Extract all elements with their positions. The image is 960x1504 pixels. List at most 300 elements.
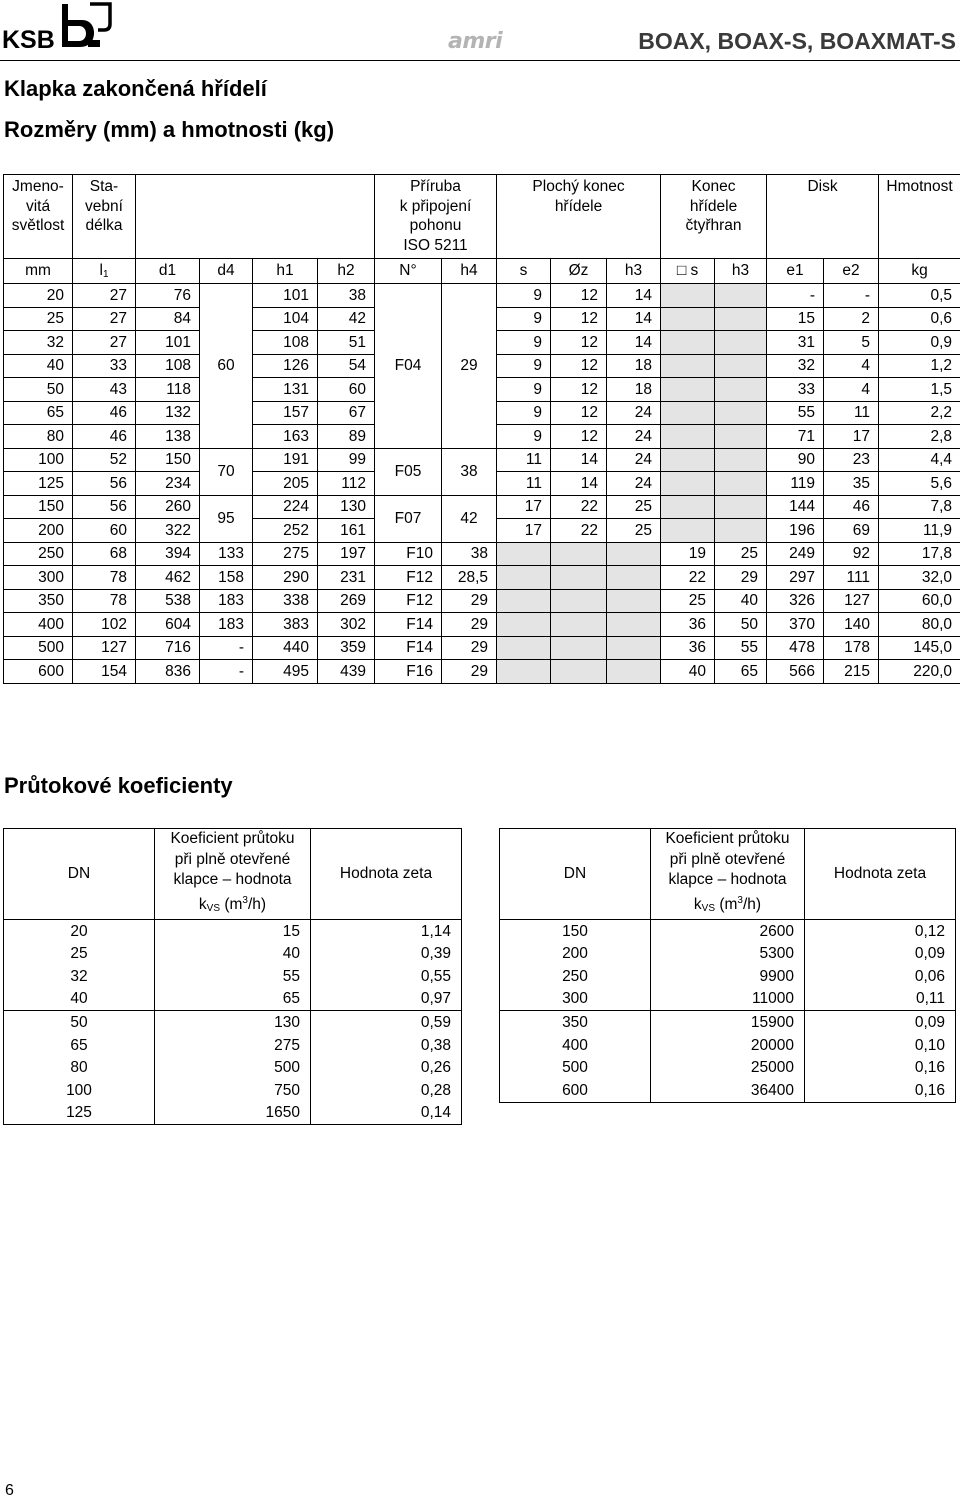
unit-e1: e1 bbox=[767, 259, 824, 284]
table-cell bbox=[497, 613, 551, 637]
table-cell bbox=[607, 636, 661, 660]
svg-text:KSB: KSB bbox=[2, 26, 55, 52]
table-cell bbox=[551, 613, 607, 637]
flow-kvs: 1650 bbox=[155, 1102, 311, 1125]
flow-dn: 300 bbox=[500, 988, 651, 1011]
table-cell: 163 bbox=[253, 425, 318, 449]
table-cell: 69 bbox=[824, 519, 879, 543]
table-cell: 36 bbox=[661, 613, 715, 637]
unit-h3: h3 bbox=[607, 259, 661, 284]
table-cell: 60 bbox=[318, 378, 375, 402]
unit-h3-square: h3 bbox=[715, 259, 767, 284]
dimensions-table bbox=[3, 174, 960, 684]
flow-dn: 125 bbox=[4, 1102, 155, 1125]
flow-header-zeta: Hodnota zeta bbox=[311, 829, 462, 920]
table-cell: 11,9 bbox=[879, 519, 960, 543]
table-cell: 17,8 bbox=[879, 542, 960, 566]
table-cell: 600 bbox=[4, 660, 73, 684]
table-cell bbox=[715, 495, 767, 519]
table-cell: 500 bbox=[4, 636, 73, 660]
table-cell: 60 bbox=[73, 519, 136, 543]
table-cell bbox=[497, 566, 551, 590]
flow-kvs: 9900 bbox=[651, 965, 805, 988]
table-cell bbox=[661, 425, 715, 449]
table-cell: 127 bbox=[73, 636, 136, 660]
table-cell bbox=[715, 307, 767, 331]
unit-d4: d4 bbox=[200, 259, 253, 284]
table-cell: 178 bbox=[824, 636, 879, 660]
flow-kvs: 500 bbox=[155, 1057, 311, 1080]
table-cell: 145,0 bbox=[879, 636, 960, 660]
table-cell: 4 bbox=[824, 354, 879, 378]
table-cell: 46 bbox=[73, 425, 136, 449]
flow-kvs: 750 bbox=[155, 1079, 311, 1102]
amri-logo: amri bbox=[448, 29, 503, 54]
table-cell: 154 bbox=[73, 660, 136, 684]
header-disk: Disk bbox=[767, 175, 879, 259]
flow-row bbox=[4, 1057, 462, 1080]
table-cell: F14 bbox=[375, 636, 442, 660]
table-cell: 224 bbox=[253, 495, 318, 519]
flow-dn: 65 bbox=[4, 1034, 155, 1057]
table-cell: 55 bbox=[715, 636, 767, 660]
flow-dn: 20 bbox=[4, 920, 155, 943]
square-icon: □ bbox=[676, 262, 687, 280]
flow-dn: 80 bbox=[4, 1057, 155, 1080]
table-cell: 29 bbox=[715, 566, 767, 590]
table-cell: 32 bbox=[4, 331, 73, 355]
table-cell bbox=[661, 331, 715, 355]
table-cell: 42 bbox=[442, 495, 497, 542]
table-cell: 9 bbox=[497, 284, 551, 308]
flow-dn: 250 bbox=[500, 965, 651, 988]
table-cell: 150 bbox=[136, 448, 200, 472]
flow-header-zeta: Hodnota zeta bbox=[805, 829, 956, 920]
table-cell: 29 bbox=[442, 636, 497, 660]
table-cell: 38 bbox=[442, 448, 497, 495]
table-cell: - bbox=[767, 284, 824, 308]
table-cell: 90 bbox=[767, 448, 824, 472]
table-cell: 84 bbox=[136, 307, 200, 331]
table-cell: 290 bbox=[253, 566, 318, 590]
table-cell: 78 bbox=[73, 589, 136, 613]
flow-zeta: 0,97 bbox=[311, 988, 462, 1011]
table-cell: 99 bbox=[318, 448, 375, 472]
flow-kvs: 5300 bbox=[651, 943, 805, 966]
table-cell: 31 bbox=[767, 331, 824, 355]
flow-dn: 32 bbox=[4, 965, 155, 988]
table-cell: 275 bbox=[253, 542, 318, 566]
table-cell: 32,0 bbox=[879, 566, 960, 590]
table-cell: 25 bbox=[4, 307, 73, 331]
table-cell: 15 bbox=[767, 307, 824, 331]
table-cell: 33 bbox=[767, 378, 824, 402]
table-cell: 29 bbox=[442, 613, 497, 637]
flow-kvs: 15 bbox=[155, 920, 311, 943]
table-cell: 191 bbox=[253, 448, 318, 472]
table-cell bbox=[661, 472, 715, 496]
flow-header-kv: Koeficient průtoku při plně otevřené klapce – hodnota $k_{VS}$ $(m^3/h)$ bbox=[155, 829, 311, 920]
table-cell: 322 bbox=[136, 519, 200, 543]
flow-zeta: 0,11 bbox=[805, 988, 956, 1011]
flow-zeta: 0,16 bbox=[805, 1079, 956, 1102]
table-row bbox=[4, 589, 960, 613]
table-cell: 370 bbox=[767, 613, 824, 637]
table-cell: 7,8 bbox=[879, 495, 960, 519]
table-cell: 19 bbox=[661, 542, 715, 566]
unit-s: s bbox=[497, 259, 551, 284]
table-cell: 250 bbox=[4, 542, 73, 566]
flow-row bbox=[500, 1057, 956, 1080]
table-row bbox=[4, 636, 960, 660]
table-cell: 108 bbox=[136, 354, 200, 378]
table-cell: 9 bbox=[497, 378, 551, 402]
table-cell: 22 bbox=[551, 495, 607, 519]
flow-body-left bbox=[4, 920, 462, 1125]
flow-dn: 50 bbox=[4, 1011, 155, 1034]
unit-e2: e2 bbox=[824, 259, 879, 284]
table-cell: 42 bbox=[318, 307, 375, 331]
table-cell: 133 bbox=[200, 542, 253, 566]
table-cell: 25 bbox=[607, 495, 661, 519]
table-cell: 70 bbox=[200, 448, 253, 495]
table-cell bbox=[607, 660, 661, 684]
table-cell bbox=[661, 307, 715, 331]
table-cell bbox=[715, 425, 767, 449]
table-cell: 38 bbox=[318, 284, 375, 308]
table-cell: 138 bbox=[136, 425, 200, 449]
table-cell bbox=[661, 401, 715, 425]
table-cell: F10 bbox=[375, 542, 442, 566]
table-cell: 38 bbox=[442, 542, 497, 566]
table-cell bbox=[661, 495, 715, 519]
table-cell: 55 bbox=[767, 401, 824, 425]
table-cell: 108 bbox=[253, 331, 318, 355]
flow-header-dn: DN bbox=[4, 829, 155, 920]
table-cell: 92 bbox=[824, 542, 879, 566]
flow-row bbox=[4, 1011, 462, 1034]
table-cell: 28,5 bbox=[442, 566, 497, 590]
table-cell: 111 bbox=[824, 566, 879, 590]
flow-header-dn: DN bbox=[500, 829, 651, 920]
table-cell: 27 bbox=[73, 331, 136, 355]
flow-dn: 150 bbox=[500, 920, 651, 943]
table-cell bbox=[551, 636, 607, 660]
table-cell: 158 bbox=[200, 566, 253, 590]
flow-header-kv: Koeficient průtoku při plně otevřené klapce – hodnota $k_{VS}$ $(m^3/h)$ bbox=[651, 829, 805, 920]
unit-n: N° bbox=[375, 259, 442, 284]
table-cell: 17 bbox=[497, 495, 551, 519]
flow-row bbox=[500, 920, 956, 943]
flow-kvs: 55 bbox=[155, 965, 311, 988]
table-cell: 197 bbox=[318, 542, 375, 566]
flow-kvs: 275 bbox=[155, 1034, 311, 1057]
table-cell: 131 bbox=[253, 378, 318, 402]
table-cell bbox=[715, 448, 767, 472]
table-cell: 350 bbox=[4, 589, 73, 613]
flow-row bbox=[4, 1102, 462, 1125]
table-cell: 12 bbox=[551, 307, 607, 331]
flow-zeta: 1,14 bbox=[311, 920, 462, 943]
table-cell: 0,5 bbox=[879, 284, 960, 308]
table-cell: 2 bbox=[824, 307, 879, 331]
table-cell: F14 bbox=[375, 613, 442, 637]
table-cell: 24 bbox=[607, 425, 661, 449]
table-cell bbox=[497, 636, 551, 660]
table-cell: 32 bbox=[767, 354, 824, 378]
flow-zeta: 0,06 bbox=[805, 965, 956, 988]
table-cell bbox=[715, 401, 767, 425]
table-cell: 43 bbox=[73, 378, 136, 402]
table-cell: 80,0 bbox=[879, 613, 960, 637]
flow-header-left bbox=[4, 829, 462, 920]
flow-row bbox=[500, 1011, 956, 1034]
table-cell: 566 bbox=[767, 660, 824, 684]
table-cell: 144 bbox=[767, 495, 824, 519]
flow-kvs: 15900 bbox=[651, 1011, 805, 1034]
table-row bbox=[4, 448, 960, 472]
table-cell: 33 bbox=[73, 354, 136, 378]
header-hmotnost: Hmotnost bbox=[879, 175, 960, 259]
table-cell bbox=[607, 566, 661, 590]
table-row bbox=[4, 566, 960, 590]
table-cell: 11 bbox=[824, 401, 879, 425]
table-cell: 17 bbox=[824, 425, 879, 449]
flow-kvs: 2600 bbox=[651, 920, 805, 943]
flow-dn: 25 bbox=[4, 943, 155, 966]
table-cell: 24 bbox=[607, 448, 661, 472]
table-cell: 40 bbox=[661, 660, 715, 684]
table-cell: 1,2 bbox=[879, 354, 960, 378]
table-cell bbox=[715, 472, 767, 496]
table-group-header bbox=[4, 175, 960, 259]
table-cell: F07 bbox=[375, 495, 442, 542]
table-cell: 439 bbox=[318, 660, 375, 684]
flow-zeta: 0,39 bbox=[311, 943, 462, 966]
table-cell: 67 bbox=[318, 401, 375, 425]
table-cell: 29 bbox=[442, 660, 497, 684]
unit-h1: h1 bbox=[253, 259, 318, 284]
table-cell: - bbox=[200, 636, 253, 660]
table-cell: 119 bbox=[767, 472, 824, 496]
table-cell bbox=[607, 542, 661, 566]
table-cell bbox=[715, 331, 767, 355]
table-cell: 27 bbox=[73, 307, 136, 331]
table-row bbox=[4, 495, 960, 519]
series-name: BOAX, BOAX-S, BOAXMAT-S bbox=[638, 28, 956, 54]
table-cell: 46 bbox=[824, 495, 879, 519]
table-cell: 50 bbox=[715, 613, 767, 637]
table-cell: 157 bbox=[253, 401, 318, 425]
flow-row bbox=[500, 1034, 956, 1057]
header-rule bbox=[0, 60, 960, 61]
header-dn: Jmeno- vitá světlost bbox=[4, 175, 73, 259]
table-cell: 14 bbox=[607, 307, 661, 331]
table-cell: 269 bbox=[318, 589, 375, 613]
table-cell: 196 bbox=[767, 519, 824, 543]
table-cell: F04 bbox=[375, 284, 442, 449]
table-cell bbox=[497, 589, 551, 613]
table-cell: 78 bbox=[73, 566, 136, 590]
table-cell: 25 bbox=[715, 542, 767, 566]
flow-row bbox=[500, 943, 956, 966]
flow-dn: 200 bbox=[500, 943, 651, 966]
table-cell: 25 bbox=[607, 519, 661, 543]
table-cell: 183 bbox=[200, 613, 253, 637]
table-cell: 338 bbox=[253, 589, 318, 613]
table-cell: 24 bbox=[607, 472, 661, 496]
flow-zeta: 0,55 bbox=[311, 965, 462, 988]
flow-zeta: 0,09 bbox=[805, 1011, 956, 1034]
table-cell: 220,0 bbox=[879, 660, 960, 684]
table-cell: 12 bbox=[551, 331, 607, 355]
flow-kvs: 130 bbox=[155, 1011, 311, 1034]
table-cell: 9 bbox=[497, 401, 551, 425]
table-cell bbox=[661, 378, 715, 402]
table-cell: 11 bbox=[497, 448, 551, 472]
table-cell: 12 bbox=[551, 425, 607, 449]
table-cell bbox=[497, 660, 551, 684]
flow-zeta: 0,26 bbox=[311, 1057, 462, 1080]
table-cell: 101 bbox=[253, 284, 318, 308]
table-cell: 11 bbox=[497, 472, 551, 496]
table-cell: 112 bbox=[318, 472, 375, 496]
table-cell: 12 bbox=[551, 354, 607, 378]
table-cell: 22 bbox=[551, 519, 607, 543]
table-cell: 5 bbox=[824, 331, 879, 355]
flow-body-right bbox=[500, 920, 956, 1103]
table-cell: 538 bbox=[136, 589, 200, 613]
flow-zeta: 0,10 bbox=[805, 1034, 956, 1057]
unit-l1: $l_1$ bbox=[73, 259, 136, 284]
unit-oz: Øz bbox=[551, 259, 607, 284]
table-units-row bbox=[4, 259, 960, 284]
header-konec-hridele: Konec hřídele čtyřhran bbox=[661, 175, 767, 259]
table-cell: 125 bbox=[4, 472, 73, 496]
flow-row bbox=[500, 1079, 956, 1102]
table-row bbox=[4, 542, 960, 566]
table-row bbox=[4, 613, 960, 637]
table-cell: - bbox=[200, 660, 253, 684]
table-cell: 140 bbox=[824, 613, 879, 637]
flow-zeta: 0,12 bbox=[805, 920, 956, 943]
flow-kvs: 25000 bbox=[651, 1057, 805, 1080]
table-cell: 25 bbox=[661, 589, 715, 613]
table-cell: 18 bbox=[607, 354, 661, 378]
table-cell: 161 bbox=[318, 519, 375, 543]
flow-dn: 400 bbox=[500, 1034, 651, 1057]
flow-row bbox=[4, 920, 462, 943]
table-cell: 478 bbox=[767, 636, 824, 660]
table-cell bbox=[497, 542, 551, 566]
header-plochy-konec: Plochý konec hřídele bbox=[497, 175, 661, 259]
table-cell: 23 bbox=[824, 448, 879, 472]
table-cell: 56 bbox=[73, 495, 136, 519]
table-cell: 234 bbox=[136, 472, 200, 496]
flow-dn: 500 bbox=[500, 1057, 651, 1080]
page-number: 6 bbox=[5, 1482, 14, 1499]
flow-kvs: 20000 bbox=[651, 1034, 805, 1057]
table-cell bbox=[551, 589, 607, 613]
table-cell: 127 bbox=[824, 589, 879, 613]
flow-row bbox=[4, 1079, 462, 1102]
table-cell: 4,4 bbox=[879, 448, 960, 472]
table-cell: 126 bbox=[253, 354, 318, 378]
table-cell: 604 bbox=[136, 613, 200, 637]
flow-zeta: 0,16 bbox=[805, 1057, 956, 1080]
table-cell: 65 bbox=[4, 401, 73, 425]
table-cell: 29 bbox=[442, 589, 497, 613]
table-cell: 17 bbox=[497, 519, 551, 543]
table-cell: 359 bbox=[318, 636, 375, 660]
header-stavebni-delka: Sta- vební délka bbox=[73, 175, 136, 259]
table-cell: 260 bbox=[136, 495, 200, 519]
table-cell: 118 bbox=[136, 378, 200, 402]
table-cell: 12 bbox=[551, 378, 607, 402]
flow-zeta: 0,59 bbox=[311, 1011, 462, 1034]
table-cell: 836 bbox=[136, 660, 200, 684]
flow-zeta: 0,09 bbox=[805, 943, 956, 966]
table-cell: 56 bbox=[73, 472, 136, 496]
table-cell: 5,6 bbox=[879, 472, 960, 496]
table-cell: 60 bbox=[200, 284, 253, 449]
flow-dn: 600 bbox=[500, 1079, 651, 1102]
table-cell bbox=[715, 284, 767, 308]
table-cell: 95 bbox=[200, 495, 253, 542]
table-cell bbox=[661, 354, 715, 378]
table-cell: 36 bbox=[661, 636, 715, 660]
table-cell bbox=[715, 519, 767, 543]
table-cell: 9 bbox=[497, 425, 551, 449]
flow-zeta: 0,14 bbox=[311, 1102, 462, 1125]
section-subtitle: Rozměry (mm) a hmotnosti (kg) bbox=[4, 117, 335, 142]
table-cell: 104 bbox=[253, 307, 318, 331]
table-cell: 130 bbox=[318, 495, 375, 519]
table-cell: 40 bbox=[715, 589, 767, 613]
table-cell: 150 bbox=[4, 495, 73, 519]
table-cell: 14 bbox=[551, 448, 607, 472]
table-cell: 231 bbox=[318, 566, 375, 590]
flow-row bbox=[4, 965, 462, 988]
table-cell: 60,0 bbox=[879, 589, 960, 613]
table-cell: 1,5 bbox=[879, 378, 960, 402]
table-cell bbox=[551, 566, 607, 590]
table-cell: 35 bbox=[824, 472, 879, 496]
flow-row bbox=[500, 988, 956, 1011]
table-cell: 2,8 bbox=[879, 425, 960, 449]
table-cell: 440 bbox=[253, 636, 318, 660]
table-cell: 24 bbox=[607, 401, 661, 425]
table-cell: 326 bbox=[767, 589, 824, 613]
table-cell: 716 bbox=[136, 636, 200, 660]
table-cell: 68 bbox=[73, 542, 136, 566]
table-cell: 101 bbox=[136, 331, 200, 355]
table-cell: F16 bbox=[375, 660, 442, 684]
table-cell: 383 bbox=[253, 613, 318, 637]
table-cell: 394 bbox=[136, 542, 200, 566]
section-title: Klapka zakončená hřídelí bbox=[4, 76, 267, 101]
table-cell: 9 bbox=[497, 354, 551, 378]
table-cell: 20 bbox=[4, 284, 73, 308]
flow-kvs: 11000 bbox=[651, 988, 805, 1011]
header-priruba: Příruba k připojení pohonu ISO 5211 bbox=[375, 175, 497, 259]
table-cell: 80 bbox=[4, 425, 73, 449]
table-cell bbox=[661, 284, 715, 308]
flow-dn: 350 bbox=[500, 1011, 651, 1034]
unit-square-s: □ s bbox=[661, 259, 715, 284]
table-cell: 22 bbox=[661, 566, 715, 590]
table-cell: 249 bbox=[767, 542, 824, 566]
